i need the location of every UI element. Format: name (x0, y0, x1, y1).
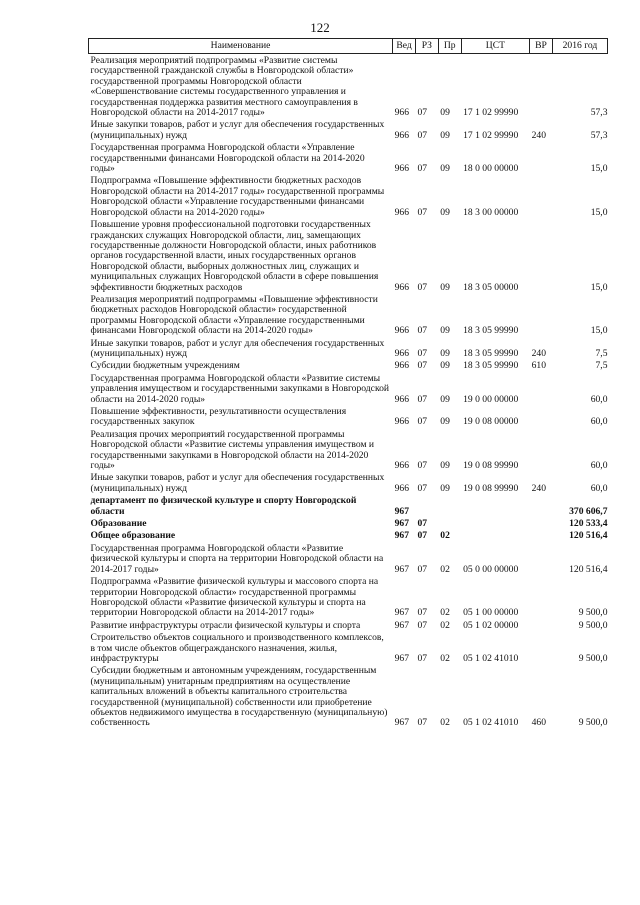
row-name: Иные закупки товаров, работ и услуг для обеспечения государственных (муниципальных) нужд (90, 119, 385, 141)
row-vr (530, 631, 553, 664)
row-vr: 240 (531, 129, 546, 141)
row-cst: 19 0 00 00000 (463, 393, 519, 405)
row-ved: 966 (394, 460, 410, 472)
row-rz: 07 (417, 482, 428, 494)
row-cst: 19 0 08 00000 (463, 416, 519, 428)
row-ved: 967 (394, 563, 410, 575)
row-vr (530, 517, 553, 529)
table-row (89, 118, 608, 141)
row-cst: 05 0 00 00000 (463, 563, 519, 575)
row-name: Подпрограмма «Повышение эффективности бюджетных расходов Новгородской области на 2014-2017 годы» государственной программы Новгородской области «Управление государственными финансами Новгородской области на 2014-2020 годы» (90, 175, 385, 218)
row-cst (461, 494, 530, 517)
row-name: Государственная программа Новгородской области «Управление государственными финансами Новгородской области на 2014-2020 годы» (90, 142, 365, 175)
row-vr (530, 293, 553, 337)
row-ved: 966 (394, 325, 410, 337)
row-name: Образование (90, 518, 147, 530)
row-rz: 07 (417, 416, 428, 428)
row-pr: 09 (440, 482, 450, 494)
row-sum: 15,0 (590, 206, 608, 218)
row-sum: 57,3 (590, 107, 608, 119)
row-rz: 07 (417, 563, 428, 575)
row-rz: 07 (417, 347, 428, 359)
row-rz: 07 (417, 717, 428, 729)
row-cst: 18 3 05 99990 (463, 347, 519, 359)
row-ved: 967 (394, 607, 410, 619)
row-pr: 02 (440, 619, 450, 631)
header-pr: Пр (438, 39, 461, 54)
row-cst: 05 1 02 00000 (463, 619, 519, 631)
row-vr (530, 405, 553, 428)
row-pr: 09 (440, 393, 450, 405)
row-rz: 07 (417, 530, 428, 542)
row-name: Общее образование (90, 530, 176, 542)
row-sum: 9 500,0 (578, 652, 608, 664)
row-ved: 967 (394, 619, 410, 631)
table-row (89, 494, 608, 517)
row-ved: 967 (394, 652, 410, 664)
row-pr: 09 (440, 206, 450, 218)
row-sum: 15,0 (590, 163, 608, 175)
row-cst: 19 0 08 99990 (463, 482, 519, 494)
row-cst: 18 0 00 00000 (463, 163, 519, 175)
row-vr (530, 494, 553, 517)
row-ved: 966 (394, 482, 410, 494)
row-sum: 60,0 (590, 460, 608, 472)
row-cst: 17 1 02 99990 (463, 107, 519, 119)
table-row (89, 471, 608, 494)
row-rz: 07 (417, 360, 428, 372)
row-sum: 60,0 (590, 482, 608, 494)
table-row (89, 542, 608, 575)
row-vr (530, 619, 553, 631)
row-name: Подпрограмма «Развитие физической культуры и массового спорта на территории Новгородской области» государственной программы Новгородской области «Развитие физической культуры и спорта на территории Новгородской области на 2014-2017 годы» (90, 576, 379, 619)
table-row (89, 517, 608, 529)
row-rz: 07 (417, 619, 428, 631)
row-name: Развитие инфраструктуры отрасли физической культуры и спорта (90, 619, 361, 631)
header-ved: Вед (393, 39, 416, 54)
row-pr: 09 (440, 129, 450, 141)
row-ved: 966 (394, 347, 410, 359)
header-cst: ЦСТ (461, 39, 530, 54)
row-rz: 07 (417, 607, 428, 619)
row-name: Иные закупки товаров, работ и услуг для обеспечения государственных (муниципальных) нужд (90, 337, 385, 359)
row-name: Реализация мероприятий подпрограммы «Повышение эффективности бюджетных расходов Новгородской области» государственной программы Новгородской области «Управление государственными финансами Новгородской области на 2014-2020 годы» (90, 293, 378, 337)
header-vr: ВР (530, 39, 553, 54)
row-cst (461, 529, 530, 541)
row-ved: 967 (394, 505, 410, 517)
table-row (89, 619, 608, 631)
row-pr: 09 (440, 281, 450, 293)
row-rz: 07 (417, 129, 428, 141)
row-pr (438, 517, 461, 529)
row-ved: 966 (394, 107, 410, 119)
row-pr: 09 (440, 107, 450, 119)
row-name: Реализация мероприятий подпрограммы «Развитие системы государственной гражданской службы в Новгородской области» государственной программы Новгородской области «Совершенствование системы государственного управления и государственная поддержка развития местного самоуправления в Новгородской области на 2014-2017 годы» (90, 55, 358, 119)
row-name: Строительство объектов социального и производственного комплексов, в том числе объектов общегражданского назначения, жилья, инфраструктуры (90, 632, 384, 664)
row-ved: 966 (394, 393, 410, 405)
row-pr: 02 (440, 530, 450, 542)
row-pr: 09 (440, 360, 450, 372)
row-cst: 18 3 05 99990 (463, 360, 519, 372)
row-rz: 07 (417, 652, 428, 664)
row-cst: 18 3 05 99990 (463, 325, 519, 337)
table-row (89, 664, 608, 728)
table-row (89, 293, 608, 337)
row-vr: 240 (531, 482, 546, 494)
row-sum: 60,0 (590, 393, 608, 405)
row-vr: 610 (531, 360, 546, 372)
row-ved: 966 (394, 163, 410, 175)
row-pr: 02 (440, 563, 450, 575)
row-vr: 240 (531, 347, 546, 359)
row-name: Субсидии бюджетным и автономным учреждениям, государственным (муниципальным) унитарным предприятиям на осуществление капитальных вложений в объекты капитального строительства государственной (муниципальной) собственности или приобретение объектов недвижимого имущества в государственную (муниципальную) собственность (90, 665, 388, 729)
row-sum: 120 516,4 (569, 530, 608, 542)
table-row (89, 337, 608, 360)
row-pr: 09 (440, 163, 450, 175)
row-vr (530, 575, 553, 619)
row-vr (530, 141, 553, 174)
row-cst: 18 3 00 00000 (463, 206, 519, 218)
row-vr (530, 218, 553, 293)
table-row (89, 631, 608, 664)
row-ved: 966 (394, 281, 410, 293)
row-rz: 07 (417, 460, 428, 472)
row-ved: 967 (394, 530, 410, 542)
row-rz: 07 (417, 163, 428, 175)
row-sum: 370 606,7 (569, 505, 608, 517)
row-sum: 15,0 (590, 281, 608, 293)
row-ved: 967 (394, 717, 410, 729)
header-rz: РЗ (415, 39, 438, 54)
row-pr: 02 (440, 717, 450, 729)
row-vr: 460 (531, 717, 546, 729)
row-sum: 120 516,4 (569, 563, 608, 575)
row-sum: 9 500,0 (578, 607, 608, 619)
row-rz: 07 (417, 325, 428, 337)
row-rz: 07 (417, 206, 428, 218)
row-cst: 18 3 05 00000 (463, 281, 519, 293)
row-rz (415, 494, 438, 517)
row-vr (530, 428, 553, 472)
row-rz: 07 (417, 518, 428, 530)
row-pr: 09 (440, 416, 450, 428)
row-sum: 60,0 (590, 416, 608, 428)
row-pr (438, 494, 461, 517)
row-sum: 7,5 (595, 360, 608, 372)
row-cst: 05 1 02 41010 (463, 717, 519, 729)
table-row (89, 529, 608, 541)
row-ved: 966 (394, 360, 410, 372)
row-pr: 02 (440, 607, 450, 619)
row-ved: 966 (394, 129, 410, 141)
page-number: 122 (310, 20, 330, 35)
row-cst: 19 0 08 99990 (463, 460, 519, 472)
row-sum: 120 533,4 (569, 518, 608, 530)
table-body (89, 54, 608, 729)
row-ved: 966 (394, 206, 410, 218)
table-row (89, 174, 608, 218)
row-cst: 05 1 00 00000 (463, 607, 519, 619)
row-cst (461, 517, 530, 529)
table-row (89, 405, 608, 428)
table-row (89, 575, 608, 619)
row-rz: 07 (417, 393, 428, 405)
row-pr: 02 (440, 652, 450, 664)
row-sum: 9 500,0 (578, 717, 608, 729)
row-vr (530, 542, 553, 575)
table-header (89, 39, 608, 54)
row-sum: 7,5 (595, 347, 608, 359)
row-sum: 57,3 (590, 129, 608, 141)
row-cst: 17 1 02 99990 (463, 129, 519, 141)
table-row (89, 428, 608, 472)
row-name: Повышение уровня профессиональной подготовки государственных гражданских служащих Новгородской области, лиц, замещающих государственные должности Новгородской области, иных работников органов государственной власти, иных государственных органов Новгородской области, выборных должностных лиц, служащих и муниципальных служащих Новгородской области в сфере повышения эффективности бюджетных расходов (90, 219, 379, 293)
row-name: Реализация прочих мероприятий государственной программы Новгородской области «Развитие системы управления имуществом и государственными закупками в Новгородской области на 2014-2020 годы» (90, 428, 375, 472)
row-ved: 966 (394, 416, 410, 428)
header-year: 2016 год (552, 39, 607, 54)
row-name: Государственная программа Новгородской области «Развитие системы управления имуществом и государственными закупками в Новгородской области на 2014-2020 годы» (90, 372, 390, 405)
row-sum: 15,0 (590, 325, 608, 337)
row-rz: 07 (417, 281, 428, 293)
row-vr (530, 529, 553, 541)
table-row (89, 54, 608, 119)
row-pr: 09 (440, 460, 450, 472)
row-rz: 07 (417, 107, 428, 119)
row-name: Государственная программа Новгородской области «Развитие физической культуры и спорта на территории Новгородской области на 2014-2017 годы» (90, 542, 384, 575)
row-name: Иные закупки товаров, работ и услуг для обеспечения государственных (муниципальных) нужд (90, 472, 385, 494)
row-vr (530, 372, 553, 405)
row-vr (530, 54, 553, 119)
header-name: Наименование (89, 39, 393, 54)
table-row (89, 372, 608, 405)
budget-table (88, 38, 608, 729)
row-ved: 967 (394, 518, 410, 530)
table-row (89, 141, 608, 174)
row-sum: 9 500,0 (578, 619, 608, 631)
row-cst: 05 1 02 41010 (463, 652, 519, 664)
row-name: департамент по физической культуре и спорту Новгородской области (90, 495, 357, 517)
row-pr: 09 (440, 325, 450, 337)
row-vr (530, 174, 553, 218)
row-name: Субсидии бюджетным учреждениям (90, 360, 240, 372)
table-row (89, 218, 608, 293)
row-pr: 09 (440, 347, 450, 359)
table-row (89, 359, 608, 371)
row-name: Повышение эффективности, результативности осуществления государственных закупок (90, 406, 347, 428)
